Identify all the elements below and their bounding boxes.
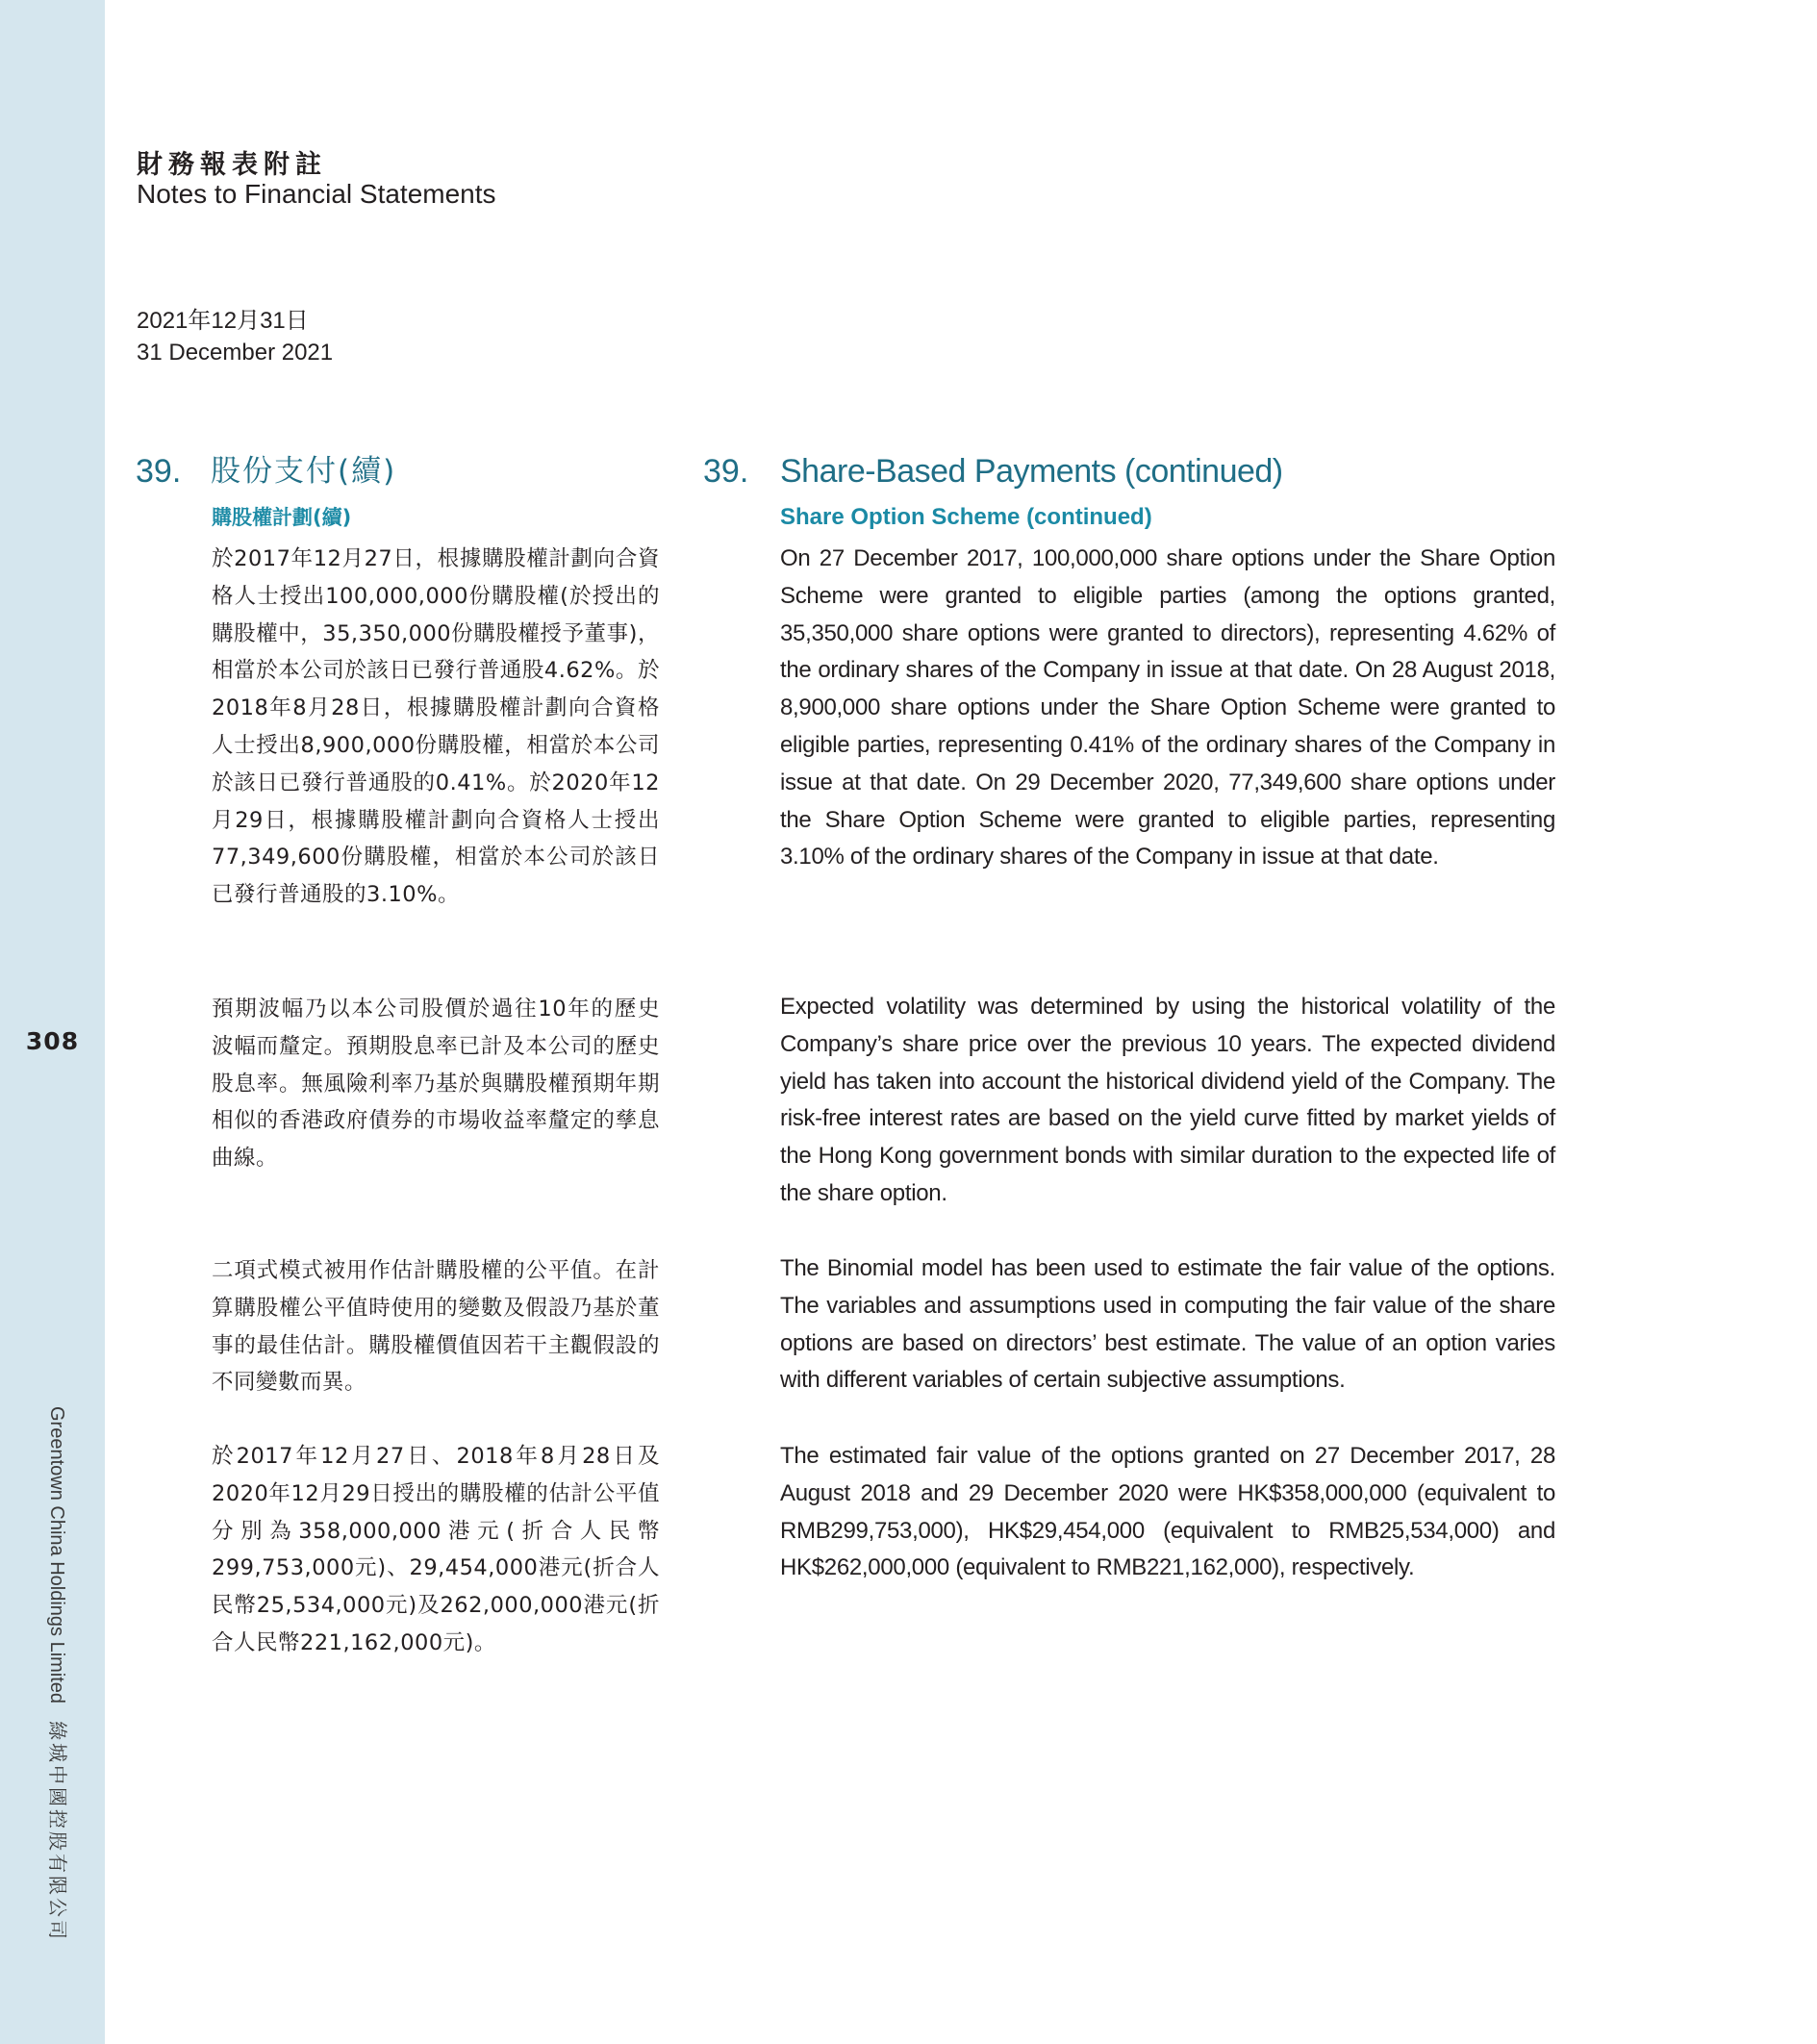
paragraph-en-fair-value: The estimated fair value of the options granted on 27 December 2017, 28 August 2018 and 29 December 2020 were HK$358,000,000 (equivalent to RMB299,753,000), HK$29,454,000 (equivalent to RMB25,534,000) and HK$262,000,000 (equivalent to RMB221,162,000), respectively.: [780, 1443, 1555, 1581]
section-number-cn: 39.: [136, 453, 182, 490]
paragraph-en-share-grants: On 27 December 2017, 100,000,000 share options under the Share Option Scheme were granted to eligible parties (among the options granted, 35,350,000 share options were granted to directors), representing 4.62% of the ordinary shares of the Company in issue at that date. On 28 August 2018, 8,900,000 share options under the Share Option Scheme were granted to eligible parties, representing 0.41% of the ordinary shares of the Company in issue at that date. On 29 December 2020, 77,349,600 share options under the Share Option Scheme were granted to eligible parties, representing 3.10% of the ordinary shares of the Company in issue at that date.: [780, 545, 1555, 871]
section-title-cn: 股份支付(續): [211, 454, 397, 489]
paragraph-cn-volatility: 預期波幅乃以本公司股價於過往10年的歷史波幅而釐定。預期股息率已計及本公司的歷史股息率。無風險利率乃基於與購股權預期年期相似的香港政府債券的市場收益率釐定的孳息曲線。: [212, 997, 660, 1172]
report-date-cn: 2021年12月31日: [137, 308, 309, 334]
subsection-title-en: Share Option Scheme (continued): [780, 504, 1152, 530]
subsection-title-cn: 購股權計劃(續): [212, 506, 352, 529]
paragraph-cn-share-grants: 於2017年12月27日，根據購股權計劃向合資格人士授出100,000,000份購股權(於授出的購股權中，35,350,000份購股權授予董事)，相當於本公司於該日已發行普通股4.62%。於2018年8月28日，根據購股權計劃向合資格人士授出8,900,000份購股權，相當於本公司於該日已發行普通股的0.41%。於2020年12月29日，根據購股權計劃向合資格人士授出77,349,600份購股權，相當於本公司於該日已發行普通股的3.10%。: [212, 546, 660, 908]
paragraph-en-binomial: The Binomial model has been used to estimate the fair value of the options. The variables and assumptions used in computing the fair value of the share options are based on directors’ best estimate. The value of an option varies with different variables of certain subjective assumptions.: [780, 1255, 1555, 1394]
page-title-cn: 財務報表附註: [137, 150, 327, 180]
page-title-en: Notes to Financial Statements: [137, 179, 496, 209]
paragraph-en-volatility: Expected volatility was determined by using the historical volatility of the Company’s share price over the previous 10 years. The expected dividend yield has taken into account the historical dividend yield of the Company. The risk-free interest rates are based on the yield curve fitted by market yields of the Hong Kong government bonds with similar duration to the expected life of the share option.: [780, 994, 1555, 1206]
sidebar-band: [0, 0, 105, 2044]
company-name-cn: 綠城中國控股有限公司: [46, 1721, 67, 1943]
section-title-en: Share-Based Payments (continued): [780, 453, 1283, 490]
report-date-en: 31 December 2021: [137, 340, 334, 366]
page-number: 308: [25, 1027, 80, 1055]
paragraph-cn-binomial: 二項式模式被用作估計購股權的公平值。在計算購股權公平值時使用的變數及假設乃基於董事的最佳估計。購股權價值因若干主觀假設的不同變數而異。: [212, 1258, 660, 1396]
company-name-vertical: [43, 1406, 70, 1943]
paragraph-cn-fair-value: 於2017年12月27日、2018年8月28日及2020年12月29日授出的購股權的估計公平值分別為358,000,000港元(折合人民幣299,753,000元)、29,454,000港元(折合人民幣25,534,000元)及262,000,000港元(折合人民幣221,162,000元)。: [212, 1444, 660, 1655]
company-name-en: Greentown China Holdings Limited: [46, 1406, 67, 1704]
section-number-en: 39.: [703, 453, 749, 490]
